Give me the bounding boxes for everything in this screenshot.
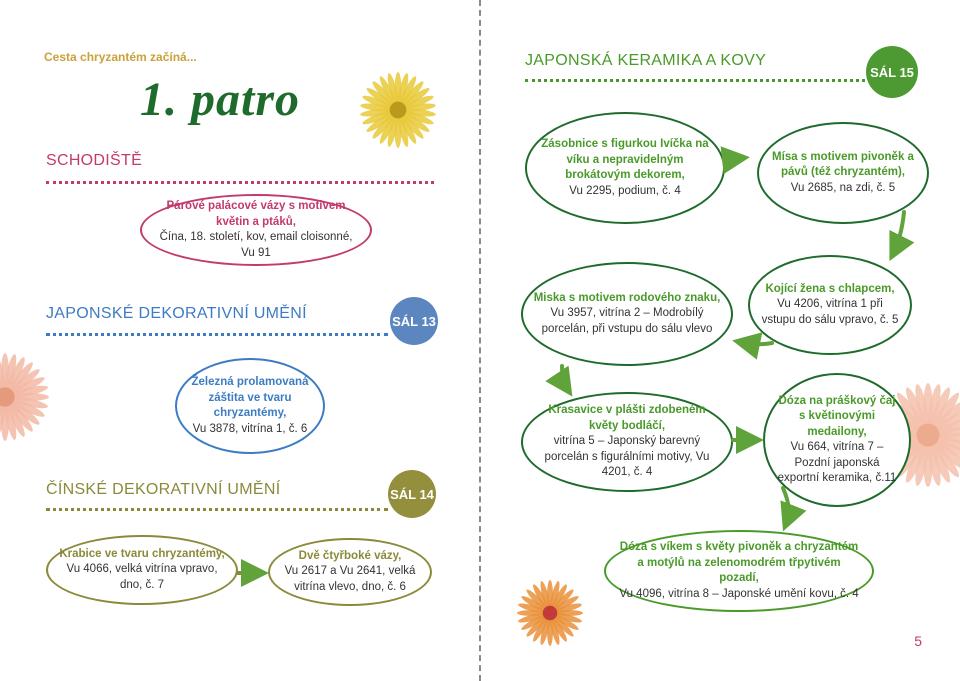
bubble-krasavice [521, 392, 733, 492]
bubble-detail: Vu 4096, vitrína 8 – Japonské umění kovu, č. 4 [619, 587, 859, 600]
dotted-rule-cinske [46, 508, 388, 511]
arrow-zasobnice-to-misa [724, 158, 742, 160]
bubble-detail: Vu 3878, vitrína 1, č. 6 [192, 422, 308, 435]
bubble-detail: vitrína 5 – Japonský barevný porcelán s figurálními motivy, Vu 4201, č. 4 [544, 435, 710, 479]
badge-sal-14: SÁL 14 [388, 470, 436, 518]
page-number: 5 [914, 633, 922, 649]
section-japonska-keramika-a-kovy: JAPONSKÁ KERAMIKA A KOVY [525, 52, 767, 69]
dotted-rule-keramika [525, 79, 865, 82]
tagline: Cesta chryzantém začíná... [44, 50, 197, 64]
bubble-title: Železná prolamovaná záštita ve tvaru chryzantémy, [191, 376, 309, 419]
arrow-misa-to-kojici [893, 212, 904, 254]
bubble-detail: Vu 3957, vitrína 2 – Modrobílý porcelán, při vstupu do sálu vlevo [541, 307, 713, 335]
bubble-ctyrboke-vazy [268, 538, 432, 606]
bubble-misa [757, 122, 929, 224]
chrysanthemum-yellow-top [358, 70, 438, 150]
bubble-title: Miska s motivem rodového znaku, [533, 291, 721, 304]
badge-sal-13: SÁL 13 [390, 297, 438, 345]
bubble-krabice [46, 535, 238, 605]
bubble-doza [763, 373, 911, 507]
arrow-kojici-to-miska [740, 342, 772, 344]
bubble-title: Kojící žena s chlapcem, [765, 282, 895, 295]
bubble-detail: Čína, 18. století, kov, email cloisonné, Vu 91 [159, 231, 353, 259]
bubble-detail: Vu 2617 a Vu 2641, velká vitrína vlevo, dno, č. 6 [284, 565, 416, 593]
page-divider [479, 0, 481, 681]
floor-title: 1. patro [140, 73, 301, 126]
bubble-title: Dóza s víkem s květy pivoněk a chryzantém a motýlů na zelenomodrém třpytivém pozadí, [619, 541, 859, 584]
bubble-detail: Vu 4066, velká vitrína vpravo, dno, č. 7 [66, 563, 218, 591]
bubble-zastita [175, 358, 325, 454]
bubble-title: Dóza na práškový čaj s květinovými medailony, [778, 394, 896, 438]
badge-sal-15: SÁL 15 [866, 46, 918, 98]
bubble-detail: Vu 2685, na zdi, č. 5 [790, 181, 896, 194]
bubble-title: Krasavice v plášti zdobeném květy bodláčí, [548, 404, 706, 432]
bubble-doza-s-vikem [604, 530, 874, 612]
bubble-kojici-zena [748, 255, 912, 355]
arrow-doza-to-doza-vikem [783, 488, 789, 524]
dotted-rule-schodiste [46, 181, 434, 184]
dotted-rule-japonske [46, 333, 388, 336]
bubble-detail: Vu 664, vitrína 7 – Pozdní japonská exportní keramika, č.11 [777, 441, 897, 484]
chrysanthemum-orange-bottom [515, 578, 585, 648]
bubble-zasobnice [525, 112, 725, 224]
bubble-detail: Vu 2295, podium, č. 4 [569, 184, 681, 197]
section-cinske-dekorativni-umeni: ČÍNSKÉ DEKORATIVNÍ UMĚNÍ [46, 481, 281, 498]
bubble-miska [521, 262, 733, 366]
section-schodiste: SCHODIŠTĚ [46, 152, 143, 169]
bubble-title: Krabice ve tvaru chryzantémy, [59, 547, 225, 560]
bubble-title: Párové palácové vázy s motivem květin a ptáků, [166, 200, 346, 228]
section-japonske-dekorativni-umeni: JAPONSKÉ DEKORATIVNÍ UMĚNÍ [46, 305, 307, 322]
bubble-title: Mísa s motivem pivoněk a pávů (též chryzantém), [772, 150, 914, 179]
bubble-palacove-vazy [140, 194, 372, 266]
bubble-title: Dvě čtyřboké vázy, [298, 549, 402, 562]
arrow-miska-to-krasavice [562, 366, 568, 390]
bubble-detail: Vu 4206, vitrína 1 při vstupu do sálu vpravo, č. 5 [761, 298, 899, 326]
chrysanthemum-pink-left [0, 352, 50, 442]
bubble-title: Zásobnice s figurkou Ivíčka na víku a nepravidelným brokátovým dekorem, [541, 138, 709, 181]
